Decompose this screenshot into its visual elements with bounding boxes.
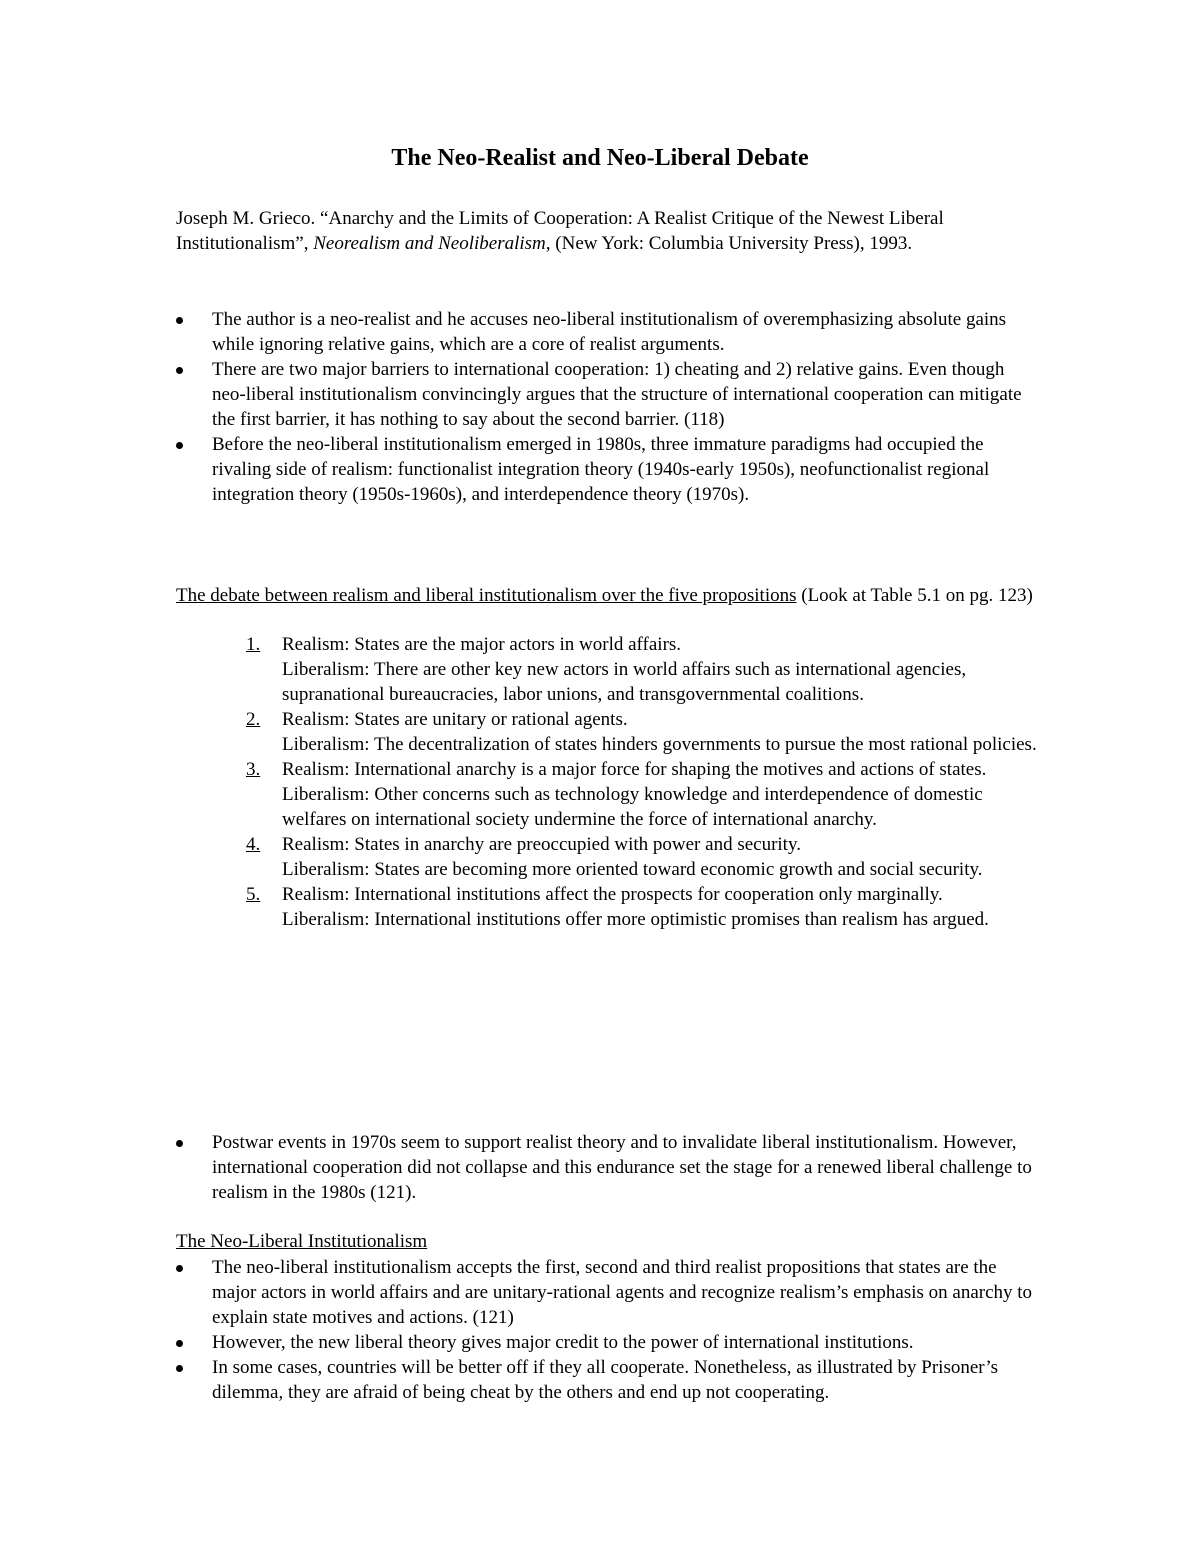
bullet-text: In some cases, countries will be better off if they all cooperate. Nonetheless, as illustrated by Prisoner’s dilemma, they are afraid of being cheat by the others and end up not cooperating. bbox=[212, 1357, 998, 1403]
citation-book-title: Neorealism and Neoliberalism, bbox=[313, 233, 551, 254]
realism-text: Realism: States in anarchy are preoccupied with power and security. bbox=[282, 834, 801, 855]
realism-text: Realism: States are unitary or rational agents. bbox=[282, 709, 628, 730]
proposition-number: 5. bbox=[246, 884, 261, 905]
bullet-text: There are two major barriers to international cooperation: 1) cheating and 2) relative gains. Even though neo-liberal institutionalism convincingly argues that the structure of international cooperation can mitigate the first barrier, it has nothing to say about the second barrier. (118) bbox=[212, 359, 1022, 430]
bullet-text: However, the new liberal theory gives major credit to the power of international institutions. bbox=[212, 1332, 914, 1353]
proposition-number: 1. bbox=[246, 634, 261, 655]
proposition-number: 4. bbox=[246, 834, 261, 855]
neo-liberal-bullet-list bbox=[176, 1255, 1036, 1405]
realism-text: Realism: International anarchy is a major force for shaping the motives and actions of states. bbox=[282, 759, 987, 780]
bullet-text: Before the neo-liberal institutionalism emerged in 1980s, three immature paradigms had occupied the rivaling side of realism: functionalist integration theory (1940s-early 1950s), neofunctionalist regional integration theory (1950s-1960s), and interdependence theory (1970s). bbox=[212, 434, 990, 505]
citation-publisher: (New York: Columbia University Press), 1993. bbox=[550, 233, 913, 254]
page-title: The Neo-Realist and Neo-Liberal Debate bbox=[391, 145, 809, 171]
bullet-icon bbox=[176, 317, 183, 324]
liberalism-text: Liberalism: The decentralization of states hinders governments to pursue the most rational policies. bbox=[282, 734, 1037, 755]
proposition-item bbox=[246, 707, 1046, 757]
neo-liberal-heading bbox=[176, 1229, 1036, 1254]
debate-heading-underlined: The debate between realism and liberal institutionalism over the five propositions bbox=[176, 585, 797, 606]
liberalism-text: Liberalism: There are other key new actors in world affairs such as international agencies, supranational bureaucracies, labor unions, and transgovernmental coalitions. bbox=[282, 659, 967, 705]
intro-bullet-list bbox=[176, 307, 1036, 507]
postwar-bullet-list bbox=[176, 1130, 1036, 1205]
citation-text: Joseph M. Grieco. “Anarchy and the Limits of Cooperation: A Realist Critique of the Newest Liberal Institutionalism”, bbox=[176, 208, 944, 254]
citation bbox=[176, 206, 1006, 256]
bullet-icon bbox=[176, 367, 183, 374]
proposition-number: 2. bbox=[246, 709, 261, 730]
realism-text: Realism: International institutions affect the prospects for cooperation only marginally. bbox=[282, 884, 943, 905]
proposition-number: 3. bbox=[246, 759, 261, 780]
list-item bbox=[176, 432, 1036, 507]
debate-heading bbox=[176, 583, 1036, 608]
list-item bbox=[176, 307, 1036, 357]
list-item bbox=[176, 357, 1036, 432]
proposition-item bbox=[246, 832, 1046, 882]
proposition-item bbox=[246, 882, 1046, 932]
propositions-list bbox=[246, 632, 1046, 932]
list-item bbox=[176, 1330, 1036, 1355]
bullet-icon bbox=[176, 1365, 183, 1372]
bullet-icon bbox=[176, 442, 183, 449]
liberalism-text: Liberalism: International institutions offer more optimistic promises than realism has argued. bbox=[282, 909, 989, 930]
bullet-icon bbox=[176, 1340, 183, 1347]
neo-liberal-heading-text: The Neo-Liberal Institutionalism bbox=[176, 1231, 428, 1252]
realism-text: Realism: States are the major actors in world affairs. bbox=[282, 634, 682, 655]
bullet-text: Postwar events in 1970s seem to support realist theory and to invalidate liberal institutionalism. However, international cooperation did not collapse and this endurance set the stage for a renewed liberal challenge to realism in the 1980s (121). bbox=[212, 1132, 1032, 1203]
bullet-text: The author is a neo-realist and he accuses neo-liberal institutionalism of overemphasizing absolute gains while ignoring relative gains, which are a core of realist arguments. bbox=[212, 309, 1007, 355]
liberalism-text: Liberalism: States are becoming more oriented toward economic growth and social security. bbox=[282, 859, 983, 880]
liberalism-text: Liberalism: Other concerns such as technology knowledge and interdependence of domestic welfares on international society undermine the force of international anarchy. bbox=[282, 784, 983, 830]
list-item bbox=[176, 1130, 1036, 1205]
bullet-icon bbox=[176, 1265, 183, 1272]
proposition-item bbox=[246, 757, 1046, 832]
proposition-item bbox=[246, 632, 1046, 707]
debate-heading-note: (Look at Table 5.1 on pg. 123) bbox=[796, 585, 1033, 606]
bullet-icon bbox=[176, 1140, 183, 1147]
list-item bbox=[176, 1355, 1036, 1405]
bullet-text: The neo-liberal institutionalism accepts the first, second and third realist propositions that states are the major actors in world affairs and are unitary-rational agents and recognize realism’s emphasis on anarchy to explain state motives and actions. (121) bbox=[212, 1257, 1033, 1328]
list-item bbox=[176, 1255, 1036, 1330]
